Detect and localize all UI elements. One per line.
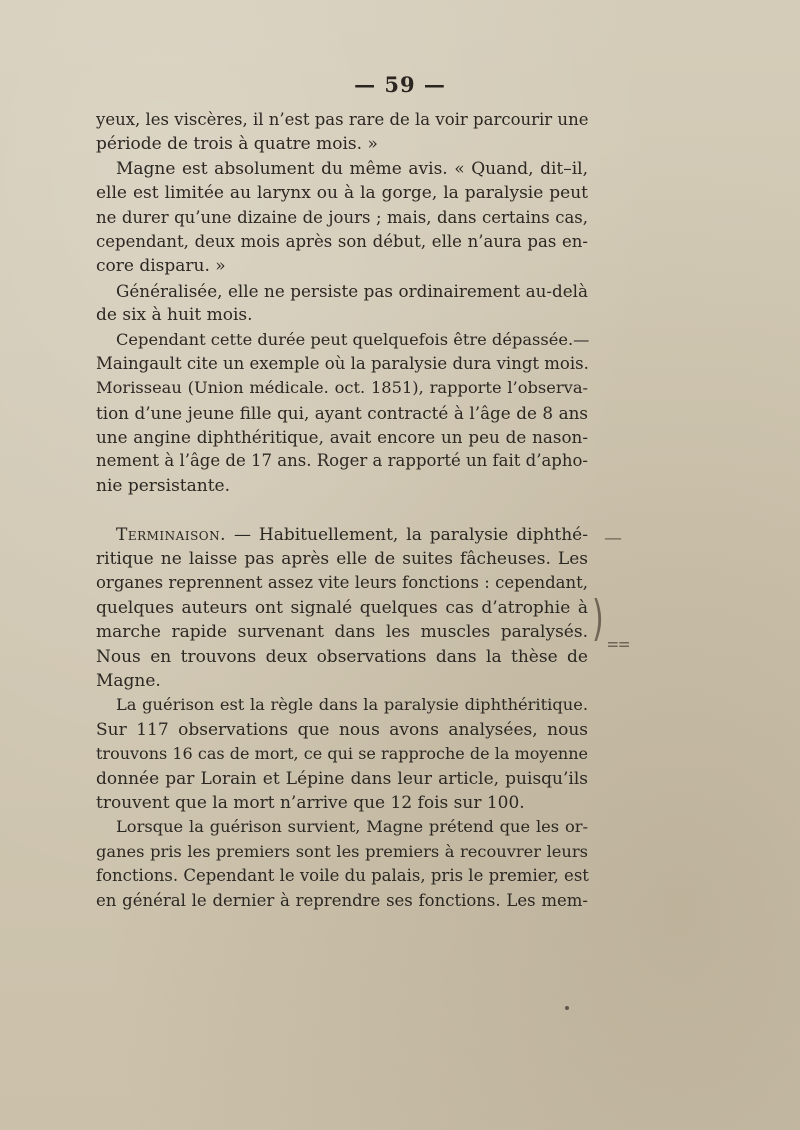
text-line: Nous en trouvons deux observations dans la thèse de bbox=[96, 646, 588, 667]
text-line bbox=[96, 523, 588, 547]
text-line: trouvent que la mort n’arrive que 12 fois sur 100. bbox=[96, 792, 525, 813]
text-line: ganes pris les premiers sont les premiers à recouvrer leurs bbox=[96, 841, 588, 861]
text-line: Morisseau (Union médicale. oct. 1851), rapporte l’observa- bbox=[96, 378, 588, 398]
text-line: Maingault cite un exemple où la paralysie dura vingt mois. bbox=[96, 353, 589, 373]
text-line: core disparu. » bbox=[96, 256, 226, 277]
margin-paren-mark: ) bbox=[592, 591, 604, 648]
ink-speck bbox=[565, 1006, 569, 1010]
paragraph-gap bbox=[96, 498, 588, 522]
text-line: de six à huit mois. bbox=[96, 305, 253, 326]
text-line: tion d’une jeune fille qui, ayant contracté à l’âge de 8 ans bbox=[96, 402, 588, 423]
margin-pencil-mark: ⩵ bbox=[607, 630, 630, 654]
body-text bbox=[96, 108, 588, 913]
text-line: donnée par Lorain et Lépine dans leur article, puisqu’ils bbox=[96, 768, 588, 789]
text-line: elle est limitée au larynx ou à la gorge, la paralysie peut bbox=[96, 183, 588, 204]
text-line: Magne. bbox=[96, 670, 161, 691]
text-line: Cependant cette durée peut quelquefois être dépassée.— bbox=[116, 329, 590, 349]
text-line: cependant, deux mois après son début, elle n’aura pas en- bbox=[96, 231, 588, 251]
text-line: quelques auteurs ont signalé quelques cas d’atrophie à bbox=[96, 597, 588, 618]
text-line: ritique ne laisse pas après elle de suites fâcheuses. Les bbox=[96, 549, 588, 570]
text-line: nement à l’âge de 17 ans. Roger a rapporté un fait d’apho- bbox=[96, 451, 588, 471]
margin-dash-mark: — bbox=[604, 528, 622, 549]
text-line: Magne est absolument du même avis. « Quand, dit–il, bbox=[116, 158, 588, 179]
text-line: Sur 117 observations que nous avons analysées, nous bbox=[96, 719, 588, 740]
text-line: yeux, les viscères, il n’est pas rare de la voir parcourir une bbox=[96, 110, 589, 129]
text-line: en général le dernier à reprendre ses fonctions. Les mem- bbox=[96, 890, 588, 910]
text-line: fonctions. Cependant le voile du palais, pris le premier, est bbox=[96, 866, 589, 886]
line-text: — Habituellement, la paralysie diphthé- bbox=[226, 524, 588, 545]
text-line: trouvons 16 cas de mort, ce qui se rapproche de la moyenne bbox=[96, 744, 588, 764]
text-line: nie persistante. bbox=[96, 475, 231, 496]
text-line: ne durer qu’une dizaine de jours ; mais, dans certains cas, bbox=[96, 207, 588, 227]
text-line: marche rapide survenant dans les muscles paralysés. bbox=[96, 622, 588, 643]
page-number: — 59 — bbox=[354, 72, 446, 97]
text-line: Généralisée, elle ne persiste pas ordinairement au-delà bbox=[116, 280, 588, 301]
text-line: période de trois à quatre mois. » bbox=[96, 134, 378, 155]
text-line: La guérison est la règle dans la paralysie diphthéritique. bbox=[116, 695, 588, 715]
text-line: Lorsque la guérison survient, Magne prétend que les or- bbox=[116, 817, 588, 837]
text-line: organes reprennent assez vite leurs fonctions : cependant, bbox=[96, 573, 588, 593]
text-line: une angine diphthéritique, avait encore un peu de nason- bbox=[96, 427, 588, 448]
section-heading: Terminaison. bbox=[116, 524, 227, 545]
